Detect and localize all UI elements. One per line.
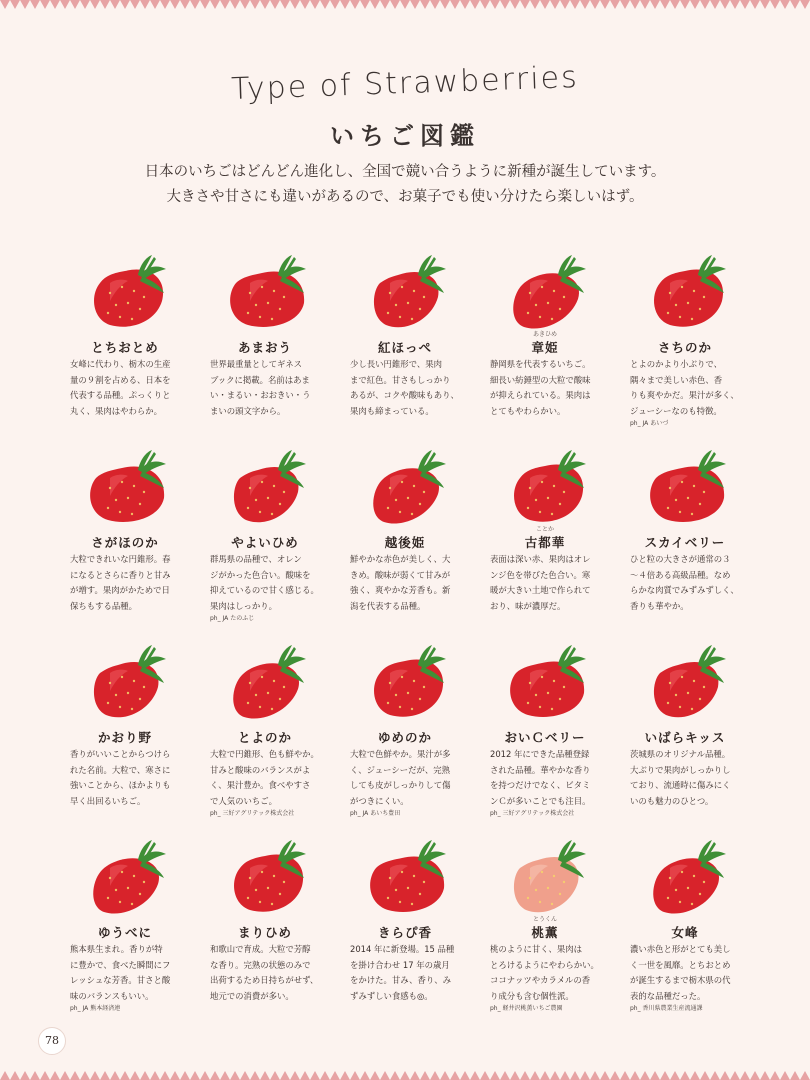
strawberry-card — [200, 820, 340, 1015]
strawberry-photo — [70, 625, 180, 725]
description-line: ブックに掲載。名前はあま — [210, 374, 310, 385]
variety-description — [210, 747, 330, 819]
intro-line: 大きさや甘さにも違いがあるので、お菓子でも使い分けたら楽しいはず。 — [166, 189, 644, 205]
strawberry-card — [200, 625, 340, 820]
description-line: に豊かで、食べた瞬間にフ — [70, 959, 171, 970]
variety-name: とよのか — [237, 730, 292, 745]
strawberry-card — [620, 625, 760, 820]
description-line: で人気のいちご。 — [210, 795, 277, 806]
strawberry-card — [620, 235, 760, 430]
variety-name: かおり野 — [97, 730, 152, 745]
description-line: 女峰に代わり、栃木の生産 — [70, 359, 171, 369]
strawberry-photo — [70, 430, 180, 530]
photo-credit: ph_ JA あいづ — [630, 420, 669, 427]
variety-name: まりひめ — [237, 925, 292, 940]
description-line: ずみずしい食感も◎。 — [350, 990, 433, 1001]
description-line: 果肉も締まっている。 — [350, 405, 434, 416]
strawberry-card — [620, 820, 760, 1015]
description-line: 静岡県を代表するいちご。 — [490, 359, 591, 369]
page-title-japanese: いちご図鑑 — [330, 121, 480, 150]
description-line: 保ちもする品種。 — [70, 600, 137, 611]
description-line: 2012 年にできた品種登録 — [490, 749, 590, 759]
variety-name: さがほのか — [91, 535, 159, 550]
description-line: ジューシーなのも特徴。 — [630, 405, 722, 416]
strawberry-card — [60, 430, 200, 625]
description-line: 茨城県のオリジナル品種。 — [630, 749, 731, 759]
strawberry-card — [200, 235, 340, 430]
variety-description — [350, 552, 470, 614]
description-line: ンジ色を帯びた色合い。寒 — [490, 569, 591, 580]
strawberry-photo — [210, 235, 320, 335]
description-line: とてもやわらかい。 — [490, 405, 566, 416]
variety-ruby: あきひめ — [532, 331, 557, 338]
top-triangle-border — [0, 0, 810, 10]
description-line: まで紅色。甘さもしっかり — [350, 374, 451, 385]
description-line: 2014 年に新登場。15 品種 — [350, 944, 455, 954]
strawberry-photo — [490, 625, 600, 725]
variety-ruby: とうくん — [532, 916, 557, 923]
description-line: を持つだけでなく、ビタミ — [490, 780, 591, 790]
description-line: 群馬県の品種で、オレン — [210, 554, 302, 564]
strawberry-card — [60, 625, 200, 820]
description-line: い・まるい・おおきい・う — [210, 390, 311, 400]
variety-name: いばらキッス — [644, 730, 726, 745]
description-line: り成分も含む個性派。 — [490, 990, 574, 1001]
variety-name: 越後姫 — [384, 535, 426, 550]
strawberry-photo — [350, 625, 460, 725]
description-line: を掛け合わせ 17 年の歳月 — [350, 959, 450, 970]
description-line: された品種。華やかな香り — [490, 764, 591, 775]
description-line: 大ぶりで果肉がしっかりし — [630, 764, 731, 775]
description-line: 鮮やかな赤色が美しく、大 — [350, 554, 451, 564]
description-line: いのも魅力のひとつ。 — [630, 795, 714, 806]
strawberry-card — [200, 430, 340, 625]
description-line: おり、味が濃厚だ。 — [490, 600, 566, 611]
description-line: 細長い紡錘型の大粒で酸味 — [490, 374, 591, 385]
description-line: ひと粒の大きさが通常の３ — [630, 554, 731, 564]
strawberry-photo — [210, 820, 320, 920]
strawberry-photo — [630, 235, 740, 335]
description-line: まいの頭文字から。 — [210, 405, 286, 416]
variety-description — [630, 552, 750, 614]
description-line: ～４倍ある高級品種。なめ — [630, 569, 731, 580]
strawberry-card — [340, 430, 480, 625]
description-line: 強く、爽やかな芳香も。新 — [350, 585, 451, 595]
strawberry-card — [340, 235, 480, 430]
strawberry-photo — [350, 820, 460, 920]
variety-name: とちおとめ — [91, 340, 159, 355]
strawberry-photo — [490, 430, 600, 530]
strawberry-photo — [350, 430, 460, 530]
strawberry-photo — [630, 430, 740, 530]
variety-description — [490, 357, 610, 419]
description-line: 代表する品種。ぷっくりと — [70, 390, 171, 400]
description-line: 大粒できれいな円錐形。春 — [70, 554, 171, 564]
photo-credit: ph_ JA 熊本経済連 — [70, 1005, 121, 1012]
variety-description — [490, 747, 610, 819]
variety-description — [70, 747, 190, 809]
variety-description — [70, 357, 190, 419]
description-line: になるとさらに香りと甘み — [70, 569, 171, 580]
variety-name: やよいひめ — [231, 535, 299, 550]
variety-description — [350, 357, 470, 419]
variety-description — [70, 552, 190, 614]
description-line: 香りも華やか。 — [630, 600, 689, 611]
description-line: 世界最重量としてギネス — [210, 359, 302, 369]
description-line: ココナッツやカラメルの香 — [490, 975, 591, 985]
variety-name: きらぴ香 — [377, 925, 432, 940]
bottom-triangle-border — [0, 1070, 810, 1080]
description-line: ンＣが多いことでも注目。 — [490, 795, 591, 806]
photo-credit: ph_ 香川県農業生産流通課 — [630, 1005, 703, 1012]
strawberry-photo — [350, 235, 460, 335]
description-line: しても皮がしっかりして傷 — [350, 780, 451, 790]
variety-name: 章姫 — [531, 340, 559, 355]
photo-credit: ph_ JA たのふじ — [210, 615, 255, 622]
description-line: ており、流通時に傷みにく — [630, 780, 731, 790]
strawberry-card — [340, 625, 480, 820]
description-line: 大粒で色鮮やか。果汁が多 — [350, 749, 451, 759]
strawberry-photo — [210, 625, 320, 725]
description-line: 表的な品種だった。 — [630, 990, 706, 1001]
description-line: りも爽やかだ。果汁が多く、 — [630, 390, 739, 400]
strawberry-card — [480, 430, 620, 625]
description-line: 香りがいいことからつけら — [70, 749, 171, 759]
description-line: 潟を代表する品種。 — [350, 600, 426, 611]
description-line: 甘みと酸味のバランスがよ — [210, 764, 311, 775]
strawberry-photo — [490, 235, 600, 335]
description-line: あるが、コクや酸味もあり、 — [350, 390, 459, 400]
description-line: らかな肉質でみずみずしく、 — [630, 585, 739, 595]
description-line: が誕生するまで栃木県の代 — [630, 975, 731, 985]
strawberry-photo — [630, 820, 740, 920]
description-line: をかけた。甘み、香り、み — [350, 975, 452, 985]
variety-description — [210, 357, 330, 419]
variety-name: スカイベリー — [644, 535, 726, 550]
description-line: 熊本県生まれ。香りが特 — [70, 944, 163, 954]
variety-description — [630, 357, 750, 429]
description-line: きめ。酸味が弱くて甘みが — [350, 569, 451, 580]
strawberry-photo — [630, 625, 740, 725]
photo-credit: ph_ 三好アグリテック株式会社 — [210, 810, 295, 817]
description-line: とよのかより小ぶりで、 — [630, 359, 722, 369]
variety-description — [210, 552, 330, 624]
variety-name: あまおう — [237, 340, 292, 355]
description-line: く、果汁豊か。食べやすさ — [210, 780, 311, 790]
variety-description — [70, 942, 190, 1014]
variety-name: ゆうべに — [97, 925, 152, 940]
variety-description — [630, 942, 750, 1014]
description-line: 表面は深い赤、果肉はオレ — [490, 554, 591, 564]
variety-ruby: ことか — [535, 526, 554, 533]
intro-line: 日本のいちごはどんどん進化し、全国で競い合うように新種が誕生しています。 — [144, 164, 666, 180]
description-line: が増す。果肉がかためで日 — [70, 585, 170, 595]
variety-description — [210, 942, 330, 1004]
strawberry-card — [620, 430, 760, 625]
variety-name: さちのか — [657, 340, 712, 355]
description-line: 地元での消費が多い。 — [210, 990, 294, 1001]
description-line: 濃い赤色と形がとても美し — [630, 944, 731, 954]
variety-name: ゆめのか — [377, 730, 432, 745]
description-line: 少し長い円錐形で、果肉 — [350, 359, 442, 369]
variety-description — [490, 942, 610, 1014]
strawberry-card — [480, 625, 620, 820]
strawberry-photo — [490, 820, 600, 920]
description-line: 丸く、果肉はやわらか。 — [70, 405, 162, 416]
variety-name: おいＣベリー — [504, 730, 586, 745]
description-line: れた名前。大粒で、寒さに — [70, 764, 171, 775]
variety-name: 女峰 — [671, 925, 699, 940]
strawberry-photo — [70, 235, 180, 335]
description-line: な香り。完熟の状態のみで — [210, 959, 311, 970]
description-line: く一世を風靡。とちおとめ — [630, 959, 731, 970]
strawberry-grid — [60, 235, 760, 1015]
strawberry-card — [480, 820, 620, 1015]
strawberry-card — [340, 820, 480, 1015]
photo-credit: ph_ JA あいち豊田 — [350, 810, 401, 817]
variety-name: 桃薫 — [531, 925, 559, 940]
description-line: が抑えられている。果肉は — [490, 390, 591, 400]
description-line: 量の９割を占める、日本を — [70, 374, 171, 385]
photo-credit: ph_ 三好アグリテック株式会社 — [490, 810, 575, 817]
description-line: 和歌山で育成。大粒で芳醇 — [210, 944, 311, 954]
description-line: 早く出回るいちご。 — [70, 795, 146, 806]
description-line: く、ジューシーだが、完熟 — [350, 764, 450, 775]
description-line: レッシュな芳香。甘さと酸 — [70, 975, 171, 985]
variety-description — [630, 747, 750, 809]
description-line: 強いことから、ほかよりも — [70, 780, 171, 790]
strawberry-photo — [70, 820, 180, 920]
description-line: 隅々まで美しい赤色、香 — [630, 374, 723, 385]
strawberry-card — [60, 820, 200, 1015]
description-line: がつきにくい。 — [350, 795, 409, 806]
description-line: 出荷するため日持ちがせず、 — [210, 975, 319, 985]
variety-name: 紅ほっぺ — [377, 340, 432, 355]
strawberry-card — [480, 235, 620, 430]
description-line: とろけるようにやわらかい。 — [490, 959, 599, 970]
photo-credit: ph_ 軽井沢桃薫いちご農園 — [490, 1005, 563, 1012]
description-line: 大粒で円錐形、色も鮮やか。 — [210, 749, 319, 759]
description-line: 抑えているので甘く感じる。 — [210, 585, 319, 595]
variety-description — [350, 747, 470, 819]
description-line: 味のバランスもいい。 — [70, 990, 154, 1001]
page-title-english: Type of Strawberries — [230, 59, 580, 108]
strawberry-card — [60, 235, 200, 430]
description-line: ジがかった色合い。酸味を — [210, 569, 311, 580]
intro-paragraph — [0, 160, 810, 210]
strawberry-photo — [210, 430, 320, 530]
description-line: 果肉はしっかり。 — [210, 600, 277, 611]
page-number: 78 — [38, 1027, 66, 1055]
variety-description — [490, 552, 610, 614]
description-line: 暖が大きい土地で作られて — [490, 585, 591, 595]
description-line: 桃のように甘く、果肉は — [490, 944, 582, 954]
variety-description — [350, 942, 470, 1004]
variety-name: 古都華 — [524, 535, 566, 550]
